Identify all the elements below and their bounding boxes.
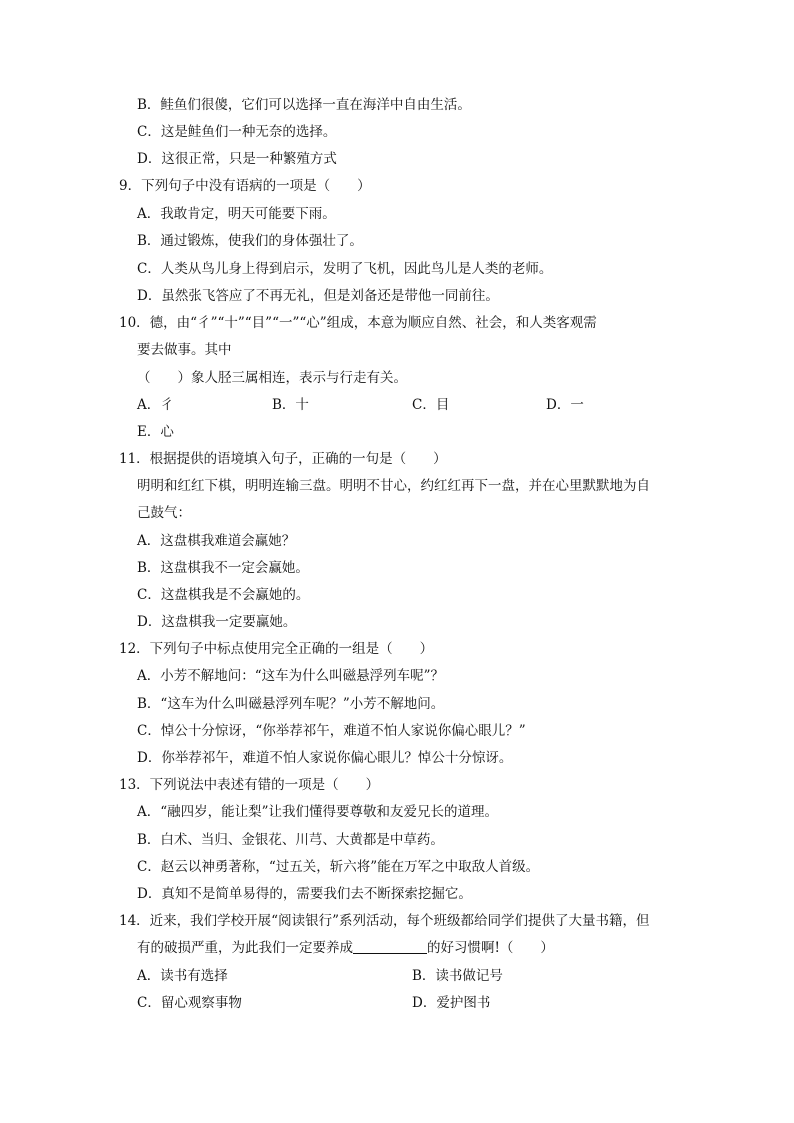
q10-option-c: C．目 xyxy=(412,397,450,413)
q9-option-b: B．通过锻炼，使我们的身体强壮了。 xyxy=(137,233,363,249)
q14-option-b: B．读书做记号 xyxy=(412,968,503,984)
q10-option-e: E．心 xyxy=(137,424,174,440)
q13-option-c: C．赵云以神勇著称，“过五关，斩六将”能在万军之中取敌人首级。 xyxy=(137,859,540,875)
q11-option-d: D．这盘棋我一定要赢她。 xyxy=(137,614,297,630)
q13-option-d: D．真知不是简单易得的，需要我们去不断探索挖掘它。 xyxy=(137,886,472,902)
q14-option-d: D．爱护图书 xyxy=(412,995,491,1011)
q14-stem-line1: 14．近来，我们学校开展“阅读银行”系列活动，每个班级都给同学们提供了大量书籍，但 xyxy=(119,913,650,929)
q12-option-d: D．你举荐祁午，难道不怕人家说你偏心眼儿？悼公十分惊讶。 xyxy=(137,750,513,766)
q9-option-c: C．人类从鸟儿身上得到启示，发明了飞机，因此鸟儿是人类的老师。 xyxy=(137,261,553,277)
q13-stem: 13．下列说法中表述有错的一项是（ ） xyxy=(119,777,380,793)
q11-context-line1: 明明和红红下棋，明明连输三盘。明明不甘心，约红红再下一盘，并在心里默默地为自 xyxy=(137,478,650,494)
q10-stem-line2: 要去做事。其中 xyxy=(137,342,232,358)
q13-option-b: B．白术、当归、金银花、川芎、大黄都是中草药。 xyxy=(137,832,444,848)
q9-stem: 9．下列句子中没有语病的一项是（ ） xyxy=(119,178,371,194)
q10-option-d: D．一 xyxy=(546,397,584,413)
q14-stem-line2 xyxy=(137,939,554,957)
q11-option-c: C．这盘棋我是不会赢她的。 xyxy=(137,587,310,603)
q9-option-a: A．我敢肯定，明天可能要下雨。 xyxy=(137,206,336,222)
q8-option-c: C．这是鲑鱼们一种无奈的选择。 xyxy=(137,124,337,140)
q11-option-b: B．这盘棋我不一定会赢她。 xyxy=(137,560,309,576)
q10-stem-line1: 10．德，由“彳”“十”“目”“一”“心”组成，本意为顺应自然、社会，和人类客观需 xyxy=(119,315,597,331)
q8-option-b: B．鲑鱼们很傻，它们可以选择一直在海洋中自由生活。 xyxy=(137,97,471,113)
q12-option-a: A．小芳不解地问：“这车为什么叫磁悬浮列车呢”？ xyxy=(137,668,445,684)
q11-context-line2: 己鼓气： xyxy=(137,505,191,521)
q12-option-b: B．“这车为什么叫磁悬浮列车呢？”小芳不解地问。 xyxy=(137,696,445,712)
q11-stem: 11．根据提供的语境填入句子，正确的一句是（ ） xyxy=(119,451,447,467)
q10-option-b: B．十 xyxy=(272,397,309,413)
q11-option-a: A．这盘棋我难道会赢她？ xyxy=(137,533,296,549)
q10-stem-line3: （ ）象人胫三属相连，表示与行走有关。 xyxy=(137,370,407,386)
q14-stem-line2-before: 有的破损严重，为此我们一定要养成 xyxy=(137,940,353,956)
q14-option-c: C．留心观察事物 xyxy=(137,995,242,1011)
answer-blank xyxy=(353,939,427,954)
q14-stem-line2-after: 的好习惯啊!（ ） xyxy=(427,940,554,956)
q14-option-a: A．读书有选择 xyxy=(137,968,228,984)
q13-option-a: A．“融四岁，能让梨”让我们懂得要尊敬和友爱兄长的道理。 xyxy=(137,804,499,820)
q12-option-c: C．悼公十分惊讶，“你举荐祁午，难道不怕人家说你偏心眼儿？” xyxy=(137,723,526,739)
q9-option-d: D．虽然张飞答应了不再无礼，但是刘备还是带他一同前往。 xyxy=(137,288,499,304)
q8-option-d: D．这很正常，只是一种繁殖方式 xyxy=(137,151,337,167)
q10-option-a: A．彳 xyxy=(137,397,174,413)
q12-stem: 12．下列句子中标点使用完全正确的一组是（ ） xyxy=(119,641,434,657)
